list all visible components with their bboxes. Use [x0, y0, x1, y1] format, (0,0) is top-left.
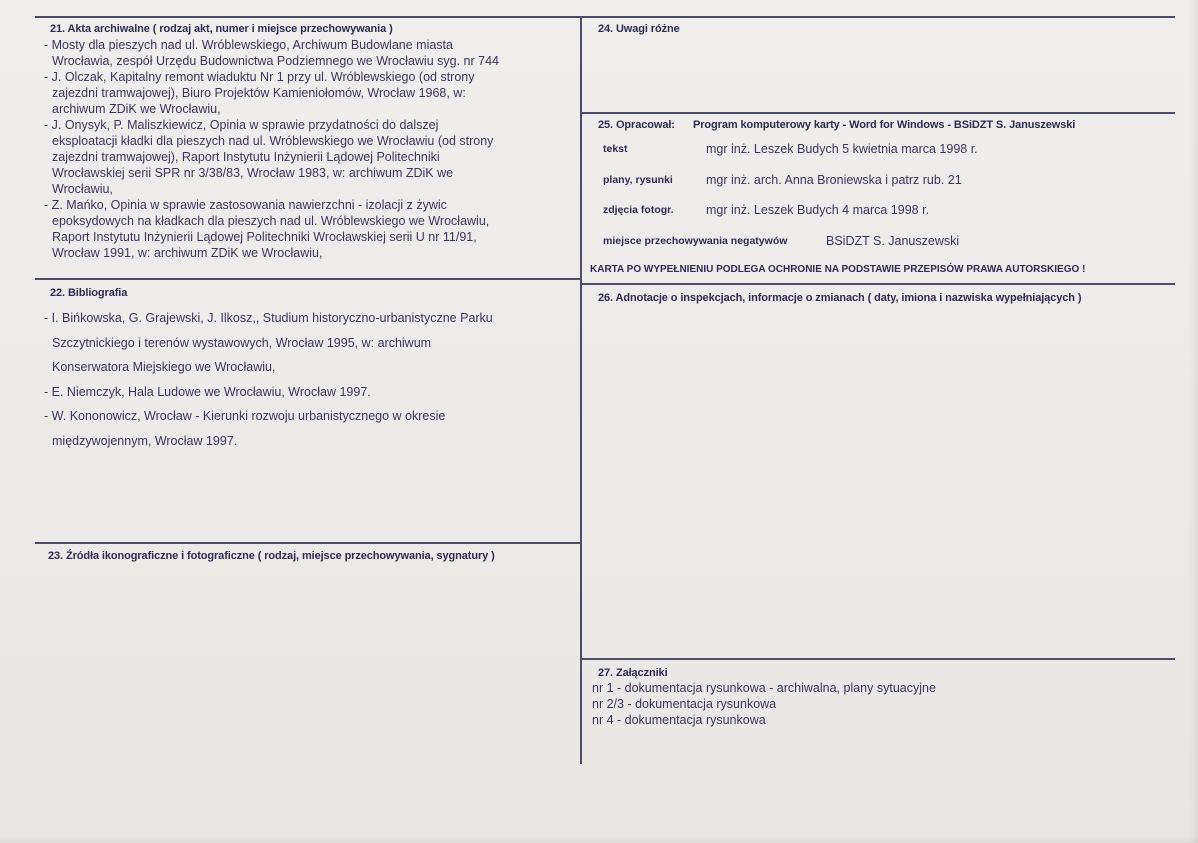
section-22-list — [44, 306, 493, 453]
s22-line: - E. Niemczyk, Hala Ludowe we Wrocławiu, Wrocław 1997. — [44, 384, 371, 399]
s21-line: zajezdni tramwajowej), Biuro Projektów Kamieniołomów, Wrocław 1968, w: — [52, 86, 466, 100]
divider-26-27 — [582, 658, 1175, 660]
divider-25-26 — [582, 283, 1175, 285]
divider-21-22 — [35, 278, 581, 280]
section-23-title: 23. Źródła ikonograficzne i fotograficzne ( rodzaj, miejsce przechowywania, sygnatury ) — [48, 550, 495, 562]
label-zdjecia-fotogr: zdjęcia fotogr. — [603, 204, 674, 216]
center-divider-line — [580, 16, 582, 764]
value-tekst: mgr inż. Leszek Budych 5 kwietnia marca 1998 r. — [706, 142, 978, 156]
s21-line: Wrocławiu, — [52, 182, 113, 196]
s21-line: - J. Onysyk, P. Maliszkiewicz, Opinia w sprawie przydatności do dalszej — [44, 118, 439, 132]
s21-line: archiwum ZDiK we Wrocławiu, — [52, 102, 221, 116]
s21-line: - Z. Mańko, Opinia w sprawie zastosowania nawierzchni - izolacji z żywic — [44, 198, 447, 212]
section-21-title: 21. Akta archiwalne ( rodzaj akt, numer i miejsce przechowywania ) — [50, 23, 393, 35]
value-miejsce-negatywow: BSiDZT S. Januszewski — [826, 234, 960, 248]
s22-line: - W. Kononowicz, Wrocław - Kierunki rozwoju urbanistycznego w okresie — [44, 409, 446, 423]
section-21-list — [44, 37, 499, 261]
s21-line: - Mosty dla pieszych nad ul. Wróblewskiego, Archiwum Budowlane miasta — [44, 38, 453, 52]
divider-22-23 — [35, 542, 581, 544]
s22-line: - I. Bińkowska, G. Grajewski, J. Ilkosz,, Studium historyczno-urbanistyczne Parku — [44, 311, 493, 325]
s21-line: - J. Olczak, Kapitalny remont wiaduktu Nr 1 przy ul. Wróblewskiego (od strony — [44, 70, 475, 84]
section-27-list — [592, 680, 936, 728]
label-miejsce-negatywow: miejsce przechowywania negatywów — [603, 235, 788, 247]
top-border-line — [35, 16, 1175, 18]
divider-24-25 — [582, 112, 1175, 114]
paper-bottom-shadow — [0, 835, 1198, 843]
section-24-title: 24. Uwagi różne — [598, 23, 680, 35]
label-tekst: tekst — [603, 143, 628, 155]
section-22-title: 22. Bibliografia — [50, 287, 128, 299]
s21-line: zajezdni tramwajowej), Raport Instytutu Inżynierii Lądowej Politechniki — [52, 150, 440, 164]
s22-line: Szczytnickiego i terenów wystawowych, Wrocław 1995, w: archiwum — [52, 335, 432, 350]
program-credit: Program komputerowy karty - Word for Windows - BSiDZT S. Januszewski — [693, 119, 1076, 131]
s27-line: nr 4 - dokumentacja rysunkowa — [592, 713, 766, 727]
s27-line: nr 1 - dokumentacja rysunkowa - archiwalna, plany sytuacyjne — [592, 681, 936, 695]
s27-line: nr 2/3 - dokumentacja rysunkowa — [592, 697, 777, 711]
s21-line: Wrocław 1991, w: archiwum ZDiK we Wrocławiu, — [52, 246, 323, 260]
s21-line: Wrocławskiej serii SPR nr 3/38/83, Wrocław 1983, w: archiwum ZDiK we — [52, 166, 454, 180]
s21-line: epoksydowych na kładkach dla pieszych nad ul. Wróblewskiego we Wrocławiu, — [52, 214, 490, 228]
value-plany-rysunki: mgr inż. arch. Anna Broniewska i patrz rub. 21 — [706, 173, 962, 187]
s21-line: eksploatacji kładki dla pieszych nad ul. Wróblewskiego we Wrocławiu (od strony — [52, 134, 494, 148]
value-zdjecia-fotogr: mgr inż. Leszek Budych 4 marca 1998 r. — [706, 203, 930, 217]
paper-edge-shadow — [1188, 0, 1198, 843]
section-27-title: 27. Załączniki — [598, 667, 668, 679]
copyright-notice: KARTA PO WYPEŁNIENIU PODLEGA OCHRONIE NA PODSTAWIE PRZEPISÓW PRAWA AUTORSKIEGO ! — [590, 264, 1086, 275]
s22-line: międzywojennym, Wrocław 1997. — [52, 433, 238, 448]
s21-line: Raport Instytutu Inżynierii Lądowej Politechniki Wrocławskiej serii U nr 11/91, — [52, 230, 477, 244]
s22-line: Konserwatora Miejskiego we Wrocławiu, — [52, 360, 276, 374]
section-25-title: 25. Opracował: — [598, 119, 675, 131]
section-26-title: 26. Adnotacje o inspekcjach, informacje o zmianach ( daty, imiona i nazwiska wypełniających ) — [598, 292, 1082, 304]
s21-line: Wrocławia, zespół Urzędu Budownictwa Podziemnego we Wrocławiu syg. nr 744 — [52, 54, 499, 68]
label-plany-rysunki: plany, rysunki — [603, 174, 673, 186]
